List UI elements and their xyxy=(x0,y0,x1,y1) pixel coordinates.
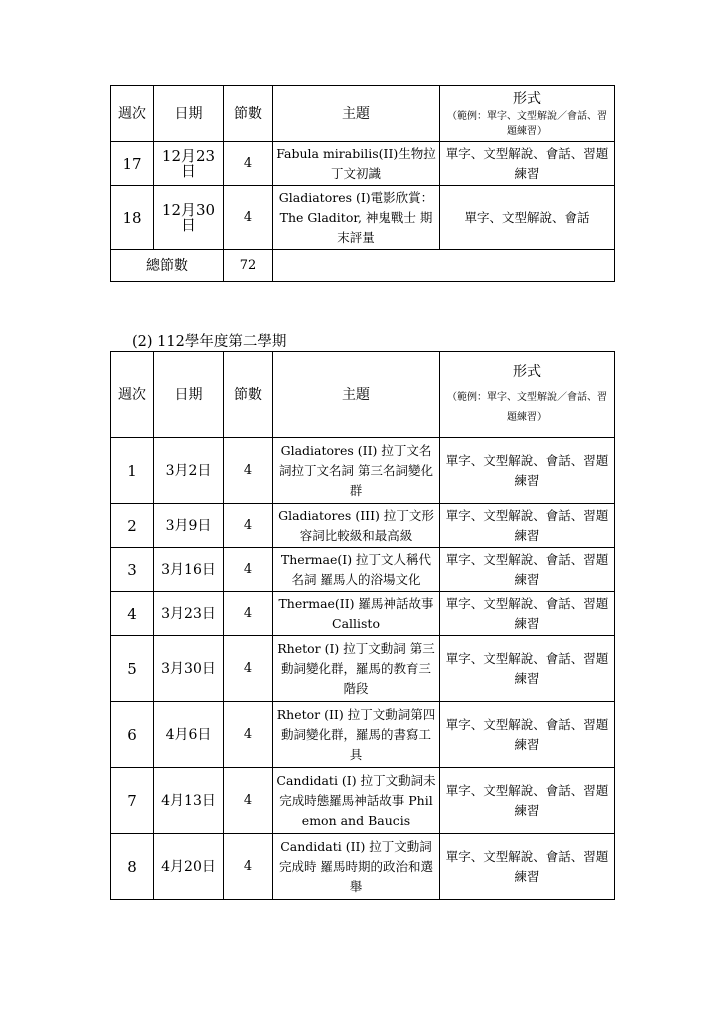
cell-date: 12月30日 xyxy=(154,186,224,250)
header-sessions: 節數 xyxy=(224,86,273,142)
cell-sessions: 4 xyxy=(224,504,273,548)
total-value: 72 xyxy=(224,250,273,282)
header-week: 週次 xyxy=(111,86,154,142)
cell-topic: Gladiatores (II) 拉丁文名詞拉丁文名詞 第三名詞變化群 xyxy=(273,438,440,504)
header-date: 日期 xyxy=(154,352,224,438)
cell-date: 3月23日 xyxy=(154,592,224,636)
header-format xyxy=(440,86,615,142)
schedule-table-semester-2 xyxy=(110,351,615,900)
cell-format: 單字、文型解說、會話、習題練習 xyxy=(440,834,615,900)
cell-format: 單字、文型解說、會話、習題練習 xyxy=(440,702,615,768)
table-row xyxy=(111,636,615,702)
cell-date: 3月30日 xyxy=(154,636,224,702)
table-row xyxy=(111,592,615,636)
table-row xyxy=(111,142,615,186)
cell-date: 3月9日 xyxy=(154,504,224,548)
table-row xyxy=(111,504,615,548)
table-row xyxy=(111,834,615,900)
cell-format: 單字、文型解說、會話 xyxy=(440,186,615,250)
table-row xyxy=(111,186,615,250)
cell-date: 12月23日 xyxy=(154,142,224,186)
schedule-table-semester-1 xyxy=(110,85,615,282)
cell-format: 單字、文型解說、會話、習題練習 xyxy=(440,636,615,702)
cell-topic: Gladiatores (III) 拉丁文形容詞比較級和最高級 xyxy=(273,504,440,548)
table-row xyxy=(111,548,615,592)
cell-topic: Candidati (I) 拉丁文動詞未完成時態羅馬神話故事 Philemon and Baucis xyxy=(273,768,440,834)
cell-sessions: 4 xyxy=(224,636,273,702)
cell-topic: Rhetor (I) 拉丁文動詞 第三動詞變化群，羅馬的教育三階段 xyxy=(273,636,440,702)
cell-week: 4 xyxy=(111,592,154,636)
header-format-title: 形式 xyxy=(513,363,541,380)
table-header-row xyxy=(111,86,615,142)
header-sessions: 節數 xyxy=(224,352,273,438)
cell-sessions: 4 xyxy=(224,768,273,834)
table-header-row xyxy=(111,352,615,438)
cell-sessions: 4 xyxy=(224,548,273,592)
cell-topic: Rhetor (II) 拉丁文動詞第四動詞變化群，羅馬的書寫工具 xyxy=(273,702,440,768)
section-title: (2) 112學年度第二學期 xyxy=(132,334,287,350)
cell-week: 2 xyxy=(111,504,154,548)
header-date: 日期 xyxy=(154,86,224,142)
header-format-note: （範例：單字、文型解說／會話、習題練習） xyxy=(447,110,607,137)
cell-format: 單字、文型解說、會話、習題練習 xyxy=(440,548,615,592)
cell-sessions: 4 xyxy=(224,592,273,636)
cell-week: 8 xyxy=(111,834,154,900)
header-week: 週次 xyxy=(111,352,154,438)
cell-week: 7 xyxy=(111,768,154,834)
cell-format: 單字、文型解說、會話、習題練習 xyxy=(440,438,615,504)
cell-sessions: 4 xyxy=(224,186,273,250)
total-empty-cell xyxy=(273,250,615,282)
cell-sessions: 4 xyxy=(224,702,273,768)
total-label: 總節數 xyxy=(111,250,224,282)
cell-topic: Candidati (II) 拉丁文動詞完成時 羅馬時期的政治和選舉 xyxy=(273,834,440,900)
table-total-row xyxy=(111,250,615,282)
cell-week: 17 xyxy=(111,142,154,186)
cell-week: 5 xyxy=(111,636,154,702)
cell-date: 4月20日 xyxy=(154,834,224,900)
cell-week: 6 xyxy=(111,702,154,768)
cell-format: 單字、文型解說、會話、習題練習 xyxy=(440,504,615,548)
header-topic: 主題 xyxy=(273,352,440,438)
header-format-title: 形式 xyxy=(513,90,541,107)
cell-topic: Gladiatores (I)電影欣賞：The Gladitor, 神鬼戰士 期末評量 xyxy=(273,186,440,250)
table-row xyxy=(111,702,615,768)
cell-week: 18 xyxy=(111,186,154,250)
header-format-note: （範例：單字、文型解說／會話、習題練習） xyxy=(447,391,607,423)
cell-topic: Thermae(II) 羅馬神話故事 Callisto xyxy=(273,592,440,636)
cell-date: 4月6日 xyxy=(154,702,224,768)
cell-topic: Fabula mirabilis(II)生物拉丁文初識 xyxy=(273,142,440,186)
header-topic: 主題 xyxy=(273,86,440,142)
cell-sessions: 4 xyxy=(224,834,273,900)
cell-format: 單字、文型解說、會話、習題練習 xyxy=(440,768,615,834)
table-row xyxy=(111,438,615,504)
cell-format: 單字、文型解說、會話、習題練習 xyxy=(440,592,615,636)
cell-date: 4月13日 xyxy=(154,768,224,834)
cell-week: 1 xyxy=(111,438,154,504)
cell-format: 單字、文型解說、會話、習題練習 xyxy=(440,142,615,186)
cell-date: 3月16日 xyxy=(154,548,224,592)
header-format xyxy=(440,352,615,438)
cell-week: 3 xyxy=(111,548,154,592)
cell-sessions: 4 xyxy=(224,438,273,504)
table-row xyxy=(111,768,615,834)
cell-date: 3月2日 xyxy=(154,438,224,504)
cell-sessions: 4 xyxy=(224,142,273,186)
cell-topic: Thermae(I) 拉丁文人稱代名詞 羅馬人的浴場文化 xyxy=(273,548,440,592)
